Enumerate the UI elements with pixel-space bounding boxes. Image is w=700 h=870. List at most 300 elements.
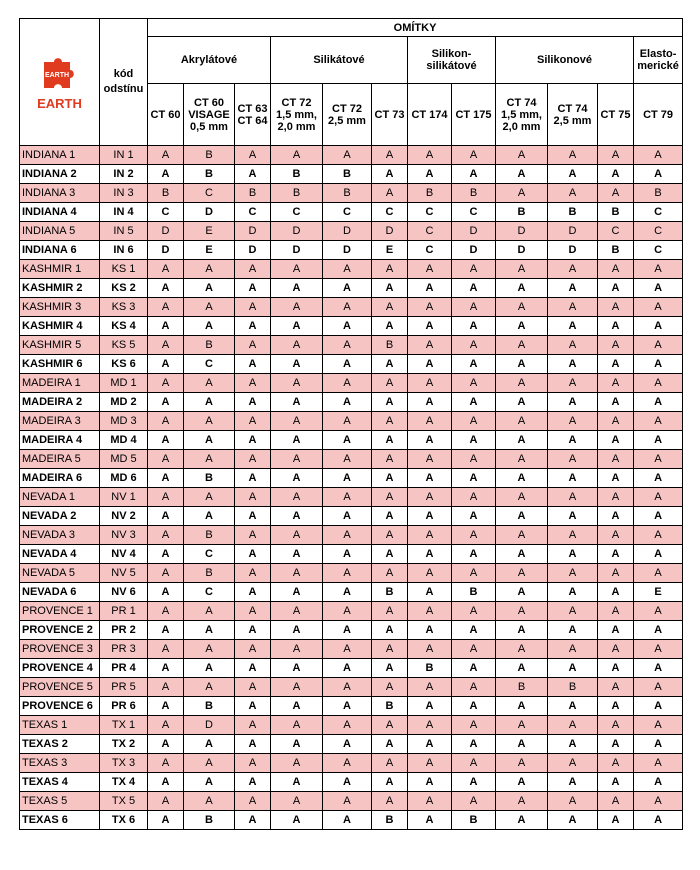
- shade-code-cell: PR 1: [100, 602, 148, 621]
- rating-cell: A: [271, 659, 323, 678]
- table-row: [20, 659, 683, 678]
- table-row: [20, 716, 683, 735]
- rating-cell: A: [634, 260, 683, 279]
- rating-cell: A: [452, 355, 496, 374]
- rating-cell: D: [148, 222, 184, 241]
- shade-code-cell: MD 4: [100, 431, 148, 450]
- table-row: [20, 431, 683, 450]
- rating-cell: A: [271, 602, 323, 621]
- shade-code-cell: PR 4: [100, 659, 148, 678]
- shade-name-cell: MADEIRA 2: [20, 393, 100, 412]
- rating-cell: A: [598, 773, 634, 792]
- table-row: [20, 678, 683, 697]
- rating-cell: B: [372, 811, 408, 830]
- table-row: [20, 317, 683, 336]
- rating-cell: A: [372, 393, 408, 412]
- rating-cell: A: [496, 640, 548, 659]
- rating-cell: A: [184, 773, 235, 792]
- rating-cell: A: [148, 697, 184, 716]
- shade-code-cell: KS 2: [100, 279, 148, 298]
- rating-cell: E: [634, 583, 683, 602]
- group-header-line: merické: [637, 60, 679, 72]
- rating-cell: A: [148, 735, 184, 754]
- rating-cell: A: [496, 602, 548, 621]
- table-row: [20, 640, 683, 659]
- rating-cell: A: [548, 298, 598, 317]
- rating-cell: A: [598, 811, 634, 830]
- rating-cell: A: [148, 640, 184, 659]
- rating-cell: A: [323, 602, 372, 621]
- rating-cell: A: [496, 564, 548, 583]
- rating-cell: D: [235, 241, 271, 260]
- rating-cell: A: [148, 678, 184, 697]
- rating-cell: A: [148, 602, 184, 621]
- rating-cell: A: [323, 507, 372, 526]
- shade-name-cell: INDIANA 4: [20, 203, 100, 222]
- rating-cell: A: [271, 317, 323, 336]
- table-row: [20, 165, 683, 184]
- rating-cell: D: [496, 222, 548, 241]
- product-column-header-line: CT 63: [237, 102, 268, 115]
- rating-cell: A: [323, 355, 372, 374]
- rating-cell: A: [184, 735, 235, 754]
- rating-cell: A: [598, 640, 634, 659]
- rating-cell: A: [235, 640, 271, 659]
- rating-cell: A: [323, 450, 372, 469]
- product-column-header: [372, 84, 408, 146]
- rating-cell: A: [271, 279, 323, 298]
- rating-cell: D: [148, 241, 184, 260]
- rating-cell: A: [323, 640, 372, 659]
- rating-cell: C: [372, 203, 408, 222]
- rating-cell: A: [408, 792, 452, 811]
- rating-cell: A: [148, 621, 184, 640]
- rating-cell: B: [408, 659, 452, 678]
- rating-cell: A: [496, 716, 548, 735]
- rating-cell: B: [452, 583, 496, 602]
- rating-cell: A: [452, 697, 496, 716]
- product-column-header: [496, 84, 548, 146]
- shade-name-cell: MADEIRA 3: [20, 412, 100, 431]
- rating-cell: A: [408, 526, 452, 545]
- rating-cell: A: [452, 792, 496, 811]
- rating-cell: A: [548, 393, 598, 412]
- rating-cell: A: [634, 374, 683, 393]
- rating-cell: A: [148, 146, 184, 165]
- rating-cell: A: [235, 488, 271, 507]
- rating-cell: A: [408, 507, 452, 526]
- rating-cell: A: [634, 602, 683, 621]
- rating-cell: A: [323, 564, 372, 583]
- rating-cell: A: [496, 507, 548, 526]
- shade-code-cell: NV 5: [100, 564, 148, 583]
- product-column-header: [452, 84, 496, 146]
- shade-code-cell: NV 4: [100, 545, 148, 564]
- rating-cell: A: [598, 507, 634, 526]
- rating-cell: A: [235, 165, 271, 184]
- shade-compatibility-table-wrapper: [19, 18, 683, 830]
- rating-cell: A: [235, 469, 271, 488]
- rating-cell: A: [271, 431, 323, 450]
- rating-cell: A: [634, 735, 683, 754]
- shade-code-cell: IN 4: [100, 203, 148, 222]
- rating-cell: D: [235, 222, 271, 241]
- rating-cell: A: [634, 355, 683, 374]
- shade-name-cell: KASHMIR 4: [20, 317, 100, 336]
- group-header-line: silikátové: [426, 60, 477, 72]
- rating-cell: A: [598, 336, 634, 355]
- product-column-header-line: CT 74: [506, 96, 537, 109]
- shade-name-cell: PROVENCE 5: [20, 678, 100, 697]
- product-column-header-line: CT 60: [150, 108, 181, 121]
- shade-name-cell: TEXAS 2: [20, 735, 100, 754]
- rating-cell: A: [452, 298, 496, 317]
- rating-cell: A: [408, 336, 452, 355]
- rating-cell: A: [235, 374, 271, 393]
- group-header-line: Silikátové: [313, 54, 365, 66]
- rating-cell: A: [148, 488, 184, 507]
- shade-name-cell: INDIANA 5: [20, 222, 100, 241]
- product-column-header-line: CT 72: [332, 102, 362, 115]
- shade-name-cell: TEXAS 6: [20, 811, 100, 830]
- product-column-header: [634, 84, 683, 146]
- product-column-header-line: CT 60: [194, 96, 224, 109]
- rating-cell: A: [634, 279, 683, 298]
- rating-cell: A: [548, 792, 598, 811]
- rating-cell: A: [408, 393, 452, 412]
- rating-cell: A: [323, 735, 372, 754]
- rating-cell: A: [372, 184, 408, 203]
- rating-cell: A: [323, 773, 372, 792]
- rating-cell: A: [235, 317, 271, 336]
- shade-name-cell: KASHMIR 6: [20, 355, 100, 374]
- rating-cell: B: [184, 165, 235, 184]
- rating-cell: A: [271, 488, 323, 507]
- rating-cell: A: [235, 621, 271, 640]
- rating-cell: A: [598, 697, 634, 716]
- rating-cell: A: [634, 317, 683, 336]
- rating-cell: A: [496, 355, 548, 374]
- rating-cell: A: [372, 260, 408, 279]
- rating-cell: A: [452, 602, 496, 621]
- rating-cell: A: [323, 545, 372, 564]
- rating-cell: A: [372, 621, 408, 640]
- rating-cell: D: [271, 222, 323, 241]
- table-row: [20, 336, 683, 355]
- table-row: [20, 260, 683, 279]
- group-header-line: Silikon-: [431, 48, 472, 60]
- shade-compatibility-table: [19, 18, 683, 830]
- shade-name-cell: NEVADA 3: [20, 526, 100, 545]
- table-row: [20, 583, 683, 602]
- rating-cell: A: [323, 336, 372, 355]
- table-row: [20, 393, 683, 412]
- rating-cell: A: [598, 279, 634, 298]
- rating-cell: C: [184, 184, 235, 203]
- rating-cell: D: [184, 716, 235, 735]
- table-row: [20, 811, 683, 830]
- rating-cell: A: [598, 184, 634, 203]
- rating-cell: A: [323, 621, 372, 640]
- rating-cell: A: [634, 621, 683, 640]
- rating-cell: B: [184, 526, 235, 545]
- rating-cell: A: [323, 811, 372, 830]
- rating-cell: A: [235, 792, 271, 811]
- shade-name-cell: NEVADA 4: [20, 545, 100, 564]
- rating-cell: A: [598, 260, 634, 279]
- product-column-header-line: CT 79: [643, 108, 674, 121]
- product-column-header: [184, 84, 235, 146]
- rating-cell: B: [184, 469, 235, 488]
- rating-cell: A: [408, 678, 452, 697]
- rating-cell: A: [184, 602, 235, 621]
- rating-cell: A: [372, 792, 408, 811]
- rating-cell: A: [496, 374, 548, 393]
- rating-cell: A: [372, 279, 408, 298]
- rating-cell: A: [372, 545, 408, 564]
- rating-cell: A: [148, 336, 184, 355]
- rating-cell: A: [184, 659, 235, 678]
- rating-cell: A: [408, 488, 452, 507]
- rating-cell: A: [548, 545, 598, 564]
- rating-cell: A: [598, 526, 634, 545]
- rating-cell: A: [184, 507, 235, 526]
- rating-cell: D: [323, 222, 372, 241]
- rating-cell: A: [496, 317, 548, 336]
- rating-cell: A: [548, 697, 598, 716]
- rating-cell: A: [323, 279, 372, 298]
- rating-cell: E: [184, 222, 235, 241]
- rating-cell: D: [496, 241, 548, 260]
- code-column-header: [100, 19, 148, 146]
- rating-cell: A: [148, 792, 184, 811]
- puzzle-logo-text: EARTH: [44, 72, 69, 79]
- rating-cell: B: [372, 336, 408, 355]
- rating-cell: B: [148, 184, 184, 203]
- rating-cell: A: [496, 393, 548, 412]
- rating-cell: A: [634, 488, 683, 507]
- rating-cell: A: [496, 165, 548, 184]
- rating-cell: A: [372, 659, 408, 678]
- rating-cell: A: [496, 545, 548, 564]
- rating-cell: A: [452, 393, 496, 412]
- rating-cell: A: [496, 336, 548, 355]
- rating-cell: A: [634, 811, 683, 830]
- rating-cell: A: [452, 754, 496, 773]
- rating-cell: A: [235, 526, 271, 545]
- shade-name-cell: PROVENCE 2: [20, 621, 100, 640]
- rating-cell: A: [271, 412, 323, 431]
- rating-cell: A: [408, 450, 452, 469]
- table-header: [20, 19, 683, 146]
- rating-cell: A: [548, 602, 598, 621]
- rating-cell: A: [634, 507, 683, 526]
- rating-cell: A: [598, 469, 634, 488]
- group-header-line: Akrylátové: [180, 54, 238, 66]
- rating-cell: A: [548, 317, 598, 336]
- rating-cell: A: [548, 640, 598, 659]
- rating-cell: A: [548, 488, 598, 507]
- rating-cell: D: [452, 222, 496, 241]
- rating-cell: C: [408, 241, 452, 260]
- rating-cell: A: [496, 146, 548, 165]
- rating-cell: A: [323, 716, 372, 735]
- rating-cell: A: [598, 317, 634, 336]
- rating-cell: A: [496, 773, 548, 792]
- table-row: [20, 564, 683, 583]
- rating-cell: A: [634, 450, 683, 469]
- rating-cell: B: [548, 678, 598, 697]
- shade-name-cell: INDIANA 1: [20, 146, 100, 165]
- rating-cell: A: [496, 621, 548, 640]
- product-column-header-line: CT 73: [374, 108, 405, 121]
- rating-cell: A: [323, 526, 372, 545]
- table-row: [20, 450, 683, 469]
- rating-cell: A: [452, 545, 496, 564]
- rating-cell: A: [634, 773, 683, 792]
- rating-cell: A: [235, 355, 271, 374]
- table-row: [20, 621, 683, 640]
- rating-cell: A: [408, 412, 452, 431]
- shade-name-cell: PROVENCE 6: [20, 697, 100, 716]
- rating-cell: A: [598, 716, 634, 735]
- rating-cell: A: [548, 146, 598, 165]
- table-row: [20, 355, 683, 374]
- rating-cell: B: [598, 241, 634, 260]
- rating-cell: A: [372, 716, 408, 735]
- rating-cell: C: [235, 203, 271, 222]
- brand-logo-cell: [20, 19, 100, 146]
- table-row: [20, 526, 683, 545]
- rating-cell: A: [271, 773, 323, 792]
- rating-cell: A: [548, 621, 598, 640]
- rating-cell: B: [184, 146, 235, 165]
- rating-cell: A: [634, 393, 683, 412]
- rating-cell: A: [271, 754, 323, 773]
- rating-cell: A: [271, 450, 323, 469]
- rating-cell: D: [452, 241, 496, 260]
- rating-cell: A: [408, 754, 452, 773]
- table-row: [20, 773, 683, 792]
- shade-name-cell: TEXAS 5: [20, 792, 100, 811]
- rating-cell: A: [235, 678, 271, 697]
- rating-cell: A: [372, 317, 408, 336]
- shade-name-cell: KASHMIR 2: [20, 279, 100, 298]
- rating-cell: A: [496, 412, 548, 431]
- rating-cell: B: [598, 203, 634, 222]
- rating-cell: A: [548, 507, 598, 526]
- rating-cell: A: [598, 792, 634, 811]
- rating-cell: A: [634, 659, 683, 678]
- rating-cell: A: [496, 450, 548, 469]
- rating-cell: A: [148, 773, 184, 792]
- rating-cell: A: [235, 431, 271, 450]
- rating-cell: A: [452, 773, 496, 792]
- rating-cell: A: [184, 488, 235, 507]
- table-row: [20, 203, 683, 222]
- rating-cell: A: [598, 735, 634, 754]
- rating-cell: A: [452, 412, 496, 431]
- rating-cell: A: [184, 260, 235, 279]
- rating-cell: A: [323, 374, 372, 393]
- table-row: [20, 279, 683, 298]
- rating-cell: A: [634, 431, 683, 450]
- rating-cell: A: [634, 640, 683, 659]
- rating-cell: A: [235, 336, 271, 355]
- rating-cell: A: [323, 317, 372, 336]
- rating-cell: A: [148, 659, 184, 678]
- rating-cell: A: [408, 298, 452, 317]
- rating-cell: A: [372, 469, 408, 488]
- product-column-header-line: CT 74: [557, 102, 588, 115]
- rating-cell: A: [548, 811, 598, 830]
- product-column-header-line: 2,0 mm: [277, 120, 316, 133]
- rating-cell: A: [496, 184, 548, 203]
- rating-cell: A: [634, 526, 683, 545]
- rating-cell: A: [634, 412, 683, 431]
- rating-cell: A: [184, 678, 235, 697]
- rating-cell: A: [452, 450, 496, 469]
- rating-cell: B: [452, 184, 496, 203]
- rating-cell: A: [148, 374, 184, 393]
- table-row: [20, 412, 683, 431]
- rating-cell: A: [271, 393, 323, 412]
- rating-cell: A: [235, 697, 271, 716]
- shade-code-cell: KS 6: [100, 355, 148, 374]
- rating-cell: A: [323, 678, 372, 697]
- rating-cell: A: [548, 260, 598, 279]
- rating-cell: A: [408, 374, 452, 393]
- group-header: [271, 37, 408, 84]
- shade-name-cell: PROVENCE 3: [20, 640, 100, 659]
- shade-code-cell: IN 3: [100, 184, 148, 203]
- rating-cell: C: [323, 203, 372, 222]
- brand-name: EARTH: [37, 96, 82, 111]
- rating-cell: A: [184, 431, 235, 450]
- rating-cell: A: [372, 564, 408, 583]
- rating-cell: A: [598, 621, 634, 640]
- shade-name-cell: KASHMIR 1: [20, 260, 100, 279]
- rating-cell: A: [548, 374, 598, 393]
- rating-cell: A: [323, 697, 372, 716]
- rating-cell: A: [598, 564, 634, 583]
- rating-cell: A: [323, 393, 372, 412]
- rating-cell: A: [452, 260, 496, 279]
- table-row: [20, 298, 683, 317]
- product-column-header: [548, 84, 598, 146]
- product-column-header: [235, 84, 271, 146]
- rating-cell: A: [452, 735, 496, 754]
- product-column-header: [598, 84, 634, 146]
- rating-cell: A: [548, 583, 598, 602]
- shade-name-cell: TEXAS 4: [20, 773, 100, 792]
- rating-cell: A: [271, 374, 323, 393]
- rating-cell: A: [323, 659, 372, 678]
- shade-code-cell: MD 2: [100, 393, 148, 412]
- rating-cell: A: [184, 317, 235, 336]
- rating-cell: A: [372, 526, 408, 545]
- product-column-header-line: 1,5 mm,: [276, 108, 317, 121]
- rating-cell: A: [148, 583, 184, 602]
- rating-cell: A: [548, 336, 598, 355]
- rating-cell: A: [408, 279, 452, 298]
- rating-cell: B: [271, 165, 323, 184]
- rating-cell: A: [235, 412, 271, 431]
- rating-cell: A: [496, 260, 548, 279]
- rating-cell: A: [235, 260, 271, 279]
- shade-name-cell: TEXAS 3: [20, 754, 100, 773]
- rating-cell: A: [235, 773, 271, 792]
